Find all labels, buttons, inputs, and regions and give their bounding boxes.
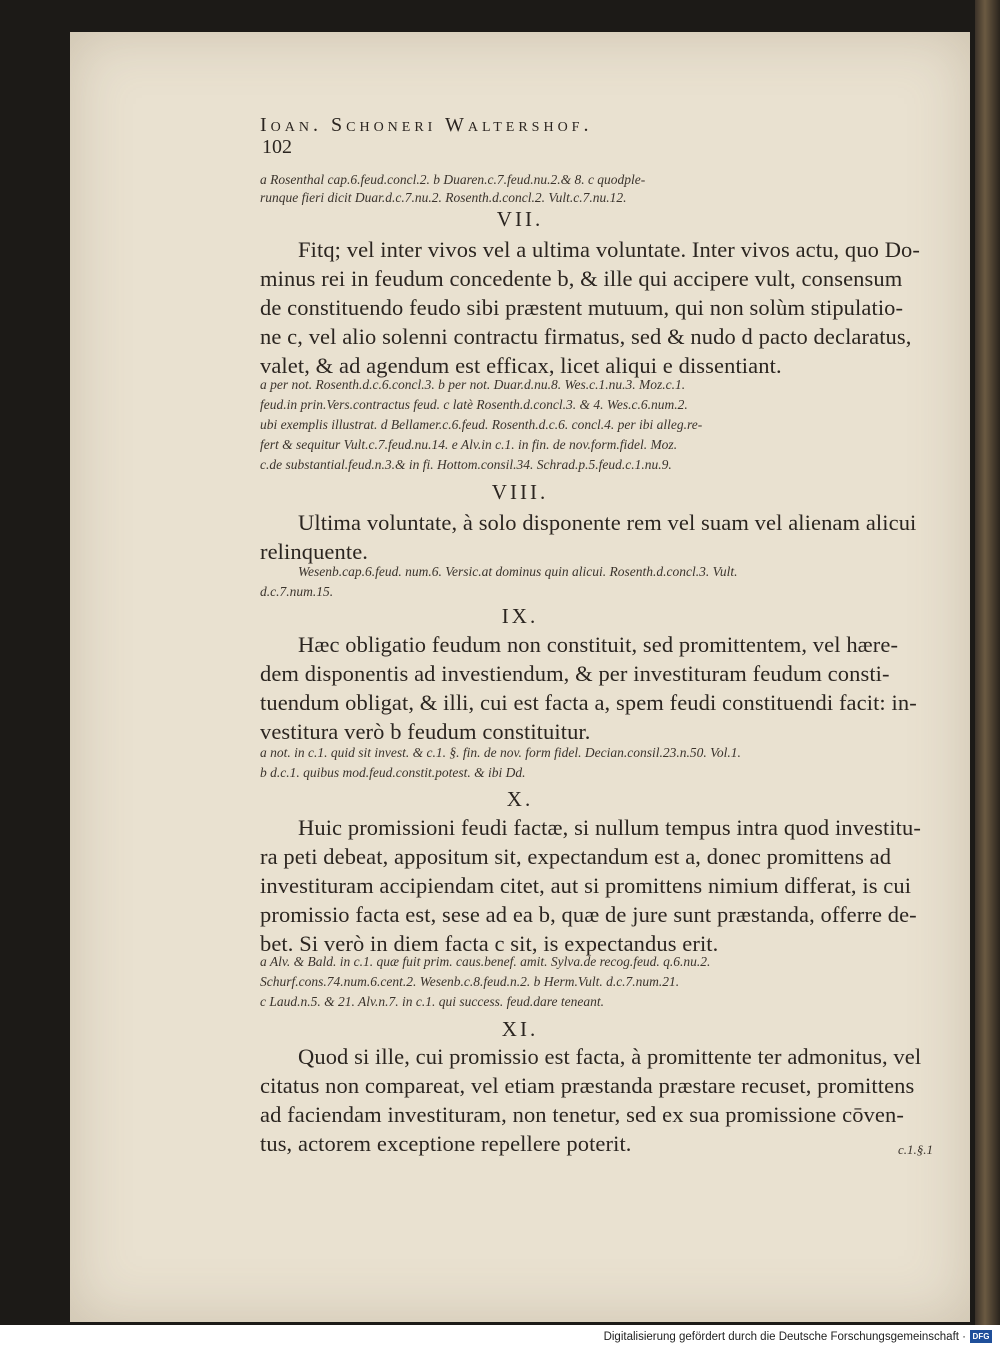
note-line: a Alv. & Bald. in c.1. quæ fuit prim. caus.benef. amit. Sylva.de recog.feud. q.6.nu.2. — [260, 954, 711, 969]
body-line: Quod si ille, cui promissio est facta, à promittente ter admonitus, vel — [298, 1044, 922, 1069]
section-heading: IX. — [501, 604, 539, 628]
section-heading: XI. — [501, 1017, 539, 1041]
body-line: relinquente. — [260, 539, 369, 564]
body-line: ne c, vel alio solenni contractu firmatus, sed & nudo d pacto declaratus, — [260, 324, 912, 349]
note-line: feud.in prin.Vers.contractus feud. c latè Rosenth.d.concl.3. & 4. Wes.c.6.num.2. — [260, 397, 688, 412]
catchword: c.1.§.1 — [898, 1142, 934, 1157]
dfg-logo-icon: DFG — [970, 1330, 992, 1343]
body-line: Huic promissioni feudi factæ, si nullum tempus intra quod investitu- — [298, 815, 921, 840]
section-heading: VII. — [496, 207, 544, 231]
page-number: 102 — [262, 136, 292, 158]
section-heading: X. — [506, 787, 534, 811]
note-line: Wesenb.cap.6.feud. num.6. Versic.at dominus quin alicui. Rosenth.d.concl.3. Vult. — [298, 564, 738, 579]
note-line: a not. in c.1. quid sit invest. & c.1. §. fin. de nov. form fidel. Decian.consil.23.n.50. Vol.1. — [260, 745, 741, 760]
note-line: Schurf.cons.74.num.6.cent.2. Wesenb.c.8.feud.n.2. b Herm.Vult. d.c.7.num.21. — [260, 974, 680, 989]
body-line: minus rei in feudum concedente b, & ille qui accipere vult, consensum — [260, 266, 903, 291]
body-line: dem disponentis ad investiendum, & per investituram feudum consti- — [260, 661, 890, 686]
note-line: d.c.7.num.15. — [260, 584, 334, 599]
body-line: citatus non compareat, vel etiam præstanda præstare recuset, promittens — [260, 1073, 915, 1098]
section-heading: VIII. — [491, 480, 549, 504]
note-line: a per not. Rosenth.d.c.6.concl.3. b per not. Duar.d.nu.8. Wes.c.1.nu.3. Moz.c.1. — [260, 377, 686, 392]
body-line: Ultima voluntate, à solo disponente rem vel suam vel alienam alicui — [298, 510, 917, 535]
body-line: Hæc obligatio feudum non constituit, sed promittentem, vel hære- — [298, 632, 899, 657]
footer-text: Digitalisierung gefördert durch die Deutsche Forschungsgemeinschaft · — [603, 1331, 966, 1343]
body-line: Fitq; vel inter vivos vel a ultima voluntate. Inter vivos actu, quo Do- — [298, 237, 920, 262]
note-line: c.de substantial.feud.n.3.& in fi. Hottom.consil.34. Schrad.p.5.feud.c.1.nu.9. — [260, 457, 672, 472]
body-line: valet, & ad agendum est efficax, licet aliqui e dissentiant. — [260, 353, 782, 378]
body-line: ad faciendam investituram, non tenetur, sed ex sua promissione cōven- — [260, 1102, 904, 1127]
book-edge — [975, 0, 1000, 1325]
body-line: investituram accipiendam citet, aut si promittens nimium differat, is cui — [260, 873, 912, 898]
note-line: runque fieri dicit Duar.d.c.7.nu.2. Rosenth.d.concl.2. Vult.c.7.nu.12. — [260, 190, 627, 205]
body-line: vestitura verò b feudum constituitur. — [260, 719, 591, 744]
running-head: Ioan. Schoneri Waltershof. — [260, 114, 593, 136]
note-line: c Laud.n.5. & 21. Alv.n.7. in c.1. qui success. feud.dare teneant. — [260, 994, 604, 1009]
note-line: b d.c.1. quibus mod.feud.constit.potest. & ibi Dd. — [260, 765, 526, 780]
footer-bar — [0, 1325, 1000, 1349]
note-line: ubi exemplis illustrat. d Bellamer.c.6.feud. Rosenth.d.c.6. concl.4. per ibi alleg.re- — [260, 417, 703, 432]
body-line: bet. Si verò in diem facta c sit, is expectandus erit. — [260, 931, 719, 956]
body-line: ra peti debeat, appositum sit, expectandum est a, donec promittens ad — [260, 844, 892, 869]
note-line: fert & sequitur Vult.c.7.feud.nu.14. e Alv.in c.1. in fin. de nov.form.fidel. Moz. — [260, 437, 678, 452]
note-line: a Rosenthal cap.6.feud.concl.2. b Duaren.c.7.feud.nu.2.& 8. c quodple- — [260, 172, 646, 187]
body-line: tus, actorem exceptione repellere poterit. — [260, 1131, 632, 1156]
body-line: tuendum obligat, & illi, cui est facta a, spem feudi constituendi facit: in- — [260, 690, 917, 715]
body-line: de constituendo feudo sibi præstent mutuum, qui non solùm stipulatio- — [260, 295, 904, 320]
body-line: promissio facta est, sese ad ea b, quæ de jure sunt præstanda, offerre de- — [260, 902, 917, 927]
scanned-page — [70, 32, 970, 1322]
